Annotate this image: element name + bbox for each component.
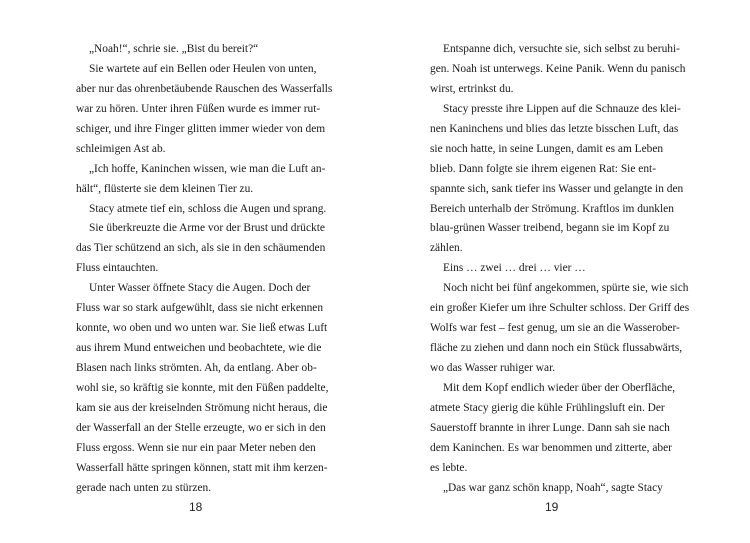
text-line: Unter Wasser öffnete Stacy die Augen. Doch der [89,282,311,295]
text-line: dem Kaninchen. Es war benommen und zitterte, aber [430,441,672,454]
text-line: Fluss war so stark aufgewühlt, dass sie nicht erkennen [76,302,324,315]
right-page-text [430,40,690,499]
text-line: sie noch hatte, in seine Lungen, damit es am Leben [430,142,664,155]
text-line: gen. Noah ist unterwegs. Keine Panik. Wenn du panisch [430,62,686,75]
text-line: Noch nicht bei fünf angekommen, spürte sie, wie sich [443,282,689,295]
text-line: Mit dem Kopf endlich wieder über der Oberfläche, [443,381,676,394]
text-line: blau-grünen Wasser treibend, begann sie im Kopf zu [430,222,670,235]
text-line: Stacy presste ihre Lippen auf die Schnauze des klei- [443,102,681,115]
text-line: aber nur das ohrenbetäubende Rauschen des Wasserfalls [76,82,333,95]
text-line: schiger, und ihre Finger glitten immer wieder von dem [76,122,326,135]
text-line: wo das Wasser ruhiger war. [430,362,556,374]
text-line: Wolfs war fest – fest genug, um sie an die Wasserober- [430,322,680,335]
text-line: fläche zu ziehen und dann noch ein Stück flussabwärts, [430,342,683,355]
text-line: „Ich hoffe, Kaninchen wissen, wie man die Luft an- [89,162,326,175]
text-line: der Wasserfall an der Stelle erzeugte, wo er sich in den [76,421,326,434]
left-page-number: 18 [189,500,203,514]
text-line: Sauerstoff brannte in ihrer Lunge. Dann sah sie nach [430,421,670,434]
text-line: gerade nach unten zu stürzen. [76,481,212,494]
left-page-text [76,40,333,499]
right-page [375,0,750,543]
text-line: nen Kaninchens und blies das letzte bisschen Luft, das [430,122,679,135]
text-line: „Noah!“, schrie sie. „Bist du bereit?“ [89,43,259,55]
text-line: Bereich unterhalb der Strömung. Kraftlos im dunklen [430,202,674,215]
text-line: Wasserfall hätte springen können, statt mit ihm kerzen- [76,461,328,474]
text-line: blieb. Dann folgte sie ihrem eigenen Rat: Sie ent- [430,162,656,175]
text-line: spannte sich, sank tiefer ins Wasser und gelangte in den [430,182,684,195]
text-line: hält“, flüsterte sie dem kleinen Tier zu. [76,182,254,195]
text-line: Eins … zwei … drei … vier … [443,262,586,275]
text-line: aus ihrem Mund entweichen und beobachtete, wie die [76,342,322,355]
text-line: ein großer Kiefer um ihre Schulter schloss. Der Griff des [430,302,690,315]
text-line: atmete Stacy gierig die kühle Frühlingsluft ein. Der [430,401,665,414]
text-line: wohl sie, so kräftig sie konnte, mit den Füßen paddelte, [76,381,329,394]
text-line: „Das war ganz schön knapp, Noah“, sagte Stacy [443,481,663,494]
text-line: es lebte. [430,461,468,474]
text-line: Sie überkreuzte die Arme vor der Brust und drückte [89,222,325,235]
text-line: konnte, wo oben und wo unten war. Sie ließ etwas Luft [76,322,328,335]
text-line: Fluss eintauchten. [76,262,159,275]
text-line: war zu hören. Unter ihren Füßen wurde es immer rut- [76,102,321,115]
text-line: das Tier schützend an sich, als sie in den schäumenden [76,242,326,255]
text-line: Entspanne dich, versuchte sie, sich selbst zu beruhi- [443,43,680,55]
text-line: wirst, ertrinkst du. [430,82,514,95]
text-line: Fluss ergoss. Wenn sie nur ein paar Meter neben den [76,441,316,454]
text-line: zählen. [430,242,463,255]
text-line: Stacy atmete tief ein, schloss die Augen und sprang. [89,202,327,215]
text-line: Blasen nach links strömten. Ah, da entlang. Aber ob- [76,362,317,374]
text-line: kam sie aus der kreiselnden Strömung nicht heraus, die [76,401,328,414]
right-page-number: 19 [545,500,559,514]
text-line: schleimigen Ast ab. [76,142,166,155]
text-line: Sie wartete auf ein Bellen oder Heulen von unten, [89,62,317,75]
